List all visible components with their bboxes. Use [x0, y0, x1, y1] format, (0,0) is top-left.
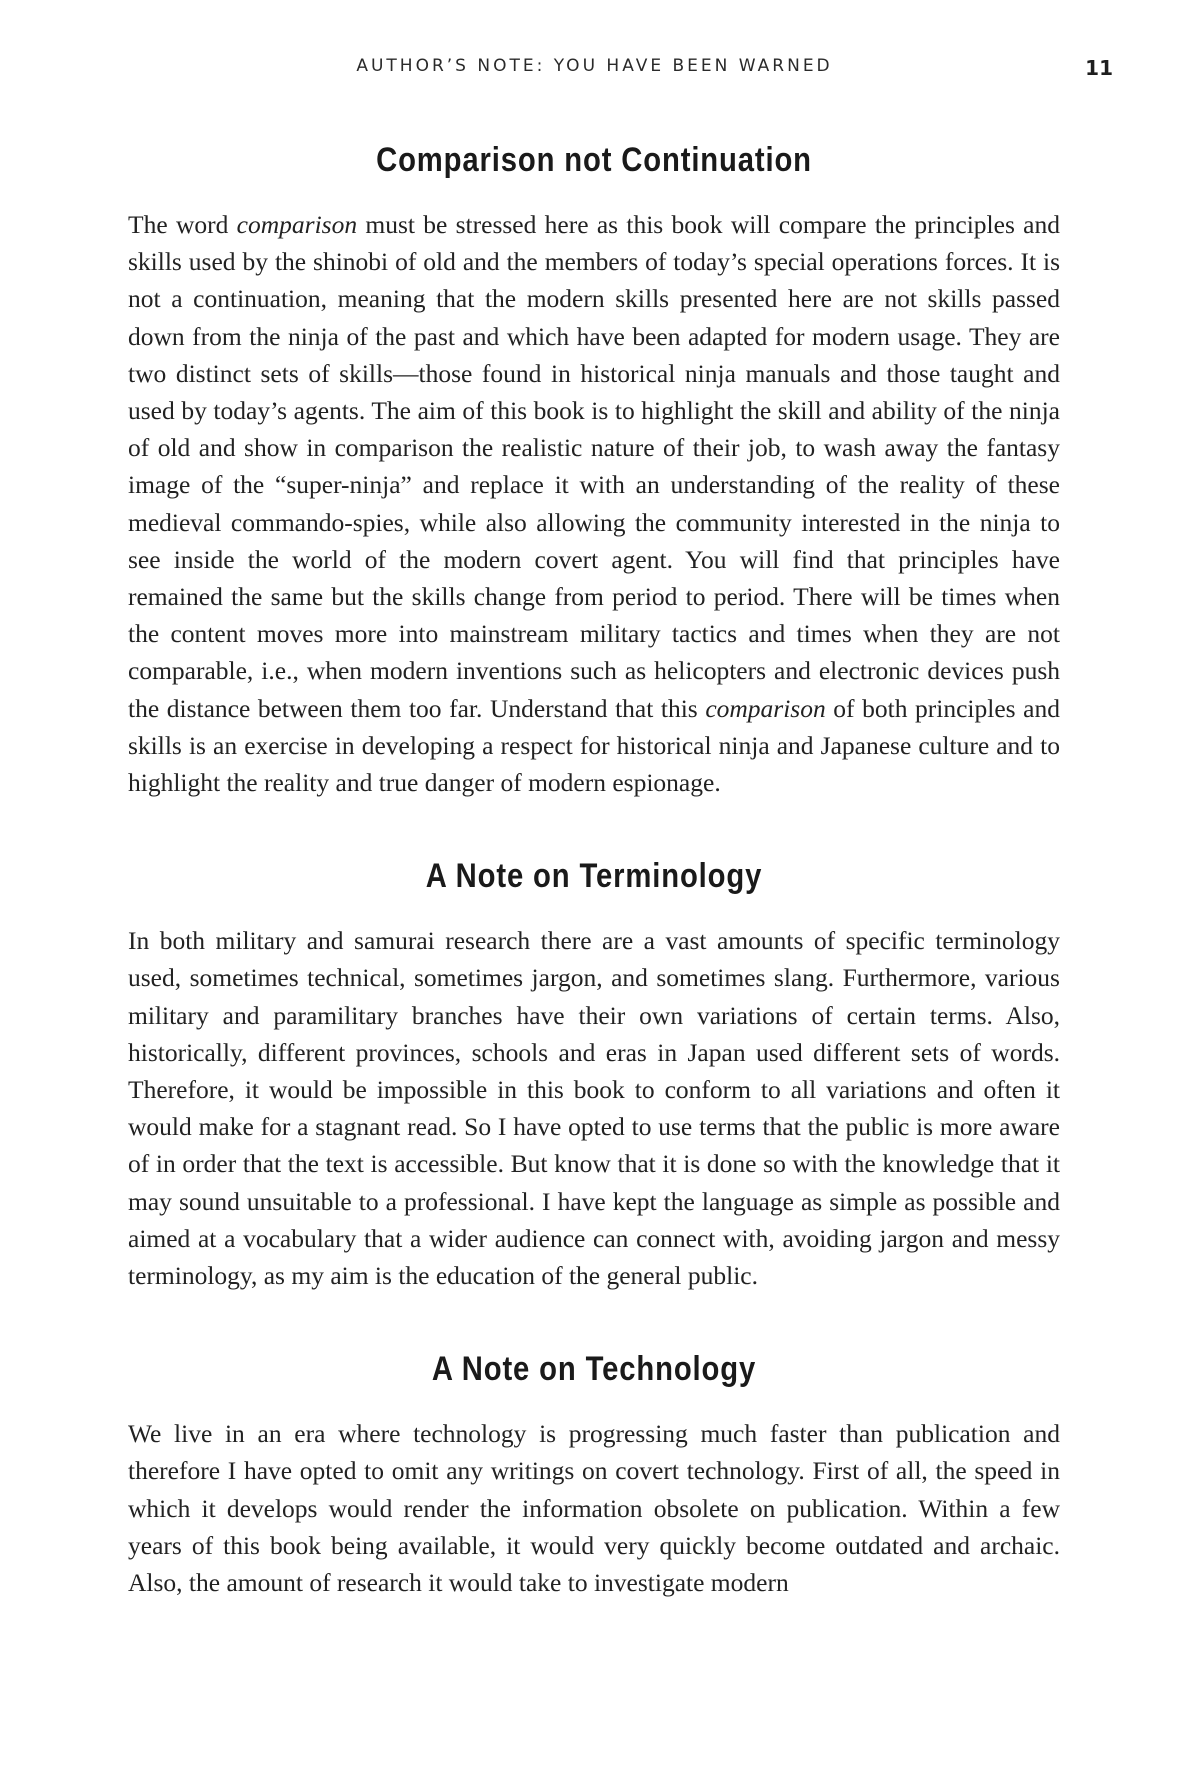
section-paragraph: We live in an era where technology is progressing much faster than publication and therefore I have opted to omit any writings on covert technology. First of all, the speed in which it develops would render the information obsolete on publication. Within a few years of this book being available, it would very quickly become outdated and archaic. Also, the amount of research it would take to investigate modern	[128, 1419, 1060, 1598]
paragraph-text: must be stressed here as this book will compare the principles and skills used by the shinobi of old and the members of today’s special operations forces. It is not a continuation, meaning that the modern skills presented here are not skills passed down from the ninja of the past and which have been adapted for modern usage. They are two distinct sets of skills—those found in historical ninja manuals and those taught and used by today’s agents. The aim of this book is to highlight the skill and ability of the ninja of old and show in comparison the realistic nature of their job, to wash away the fantasy image of the “super-ninja” and replace it with an understanding of the reality of these medieval commando-spies, while also allowing the community interested in the ninja to see inside the world of the modern covert agent. You will find that principles have remained the same but the skills change from period to period. There will be times when the content moves more into mainstream military tactics and times when they are not comparable, i.e., when modern inventions such as helicopters and electronic devices push the distance between them too far. Understand that this	[128, 210, 1060, 723]
section-comparison	[128, 140, 1060, 801]
page-number: 11	[1085, 56, 1113, 80]
paragraph-text: The word	[128, 210, 237, 239]
running-head: AUTHOR’S NOTE: YOU HAVE BEEN WARNED	[356, 56, 833, 76]
emphasis-text: comparison	[705, 693, 826, 723]
section-terminology	[128, 856, 1060, 1294]
section-technology	[128, 1349, 1060, 1601]
paragraph-text: of both principles and skills is an exercise in developing a respect for historical ninja and Japanese culture and to highlight the reality and true danger of modern espionage.	[128, 693, 1060, 798]
section-paragraph: In both military and samurai research there are a vast amounts of specific terminology used, sometimes technical, sometimes jargon, and sometimes slang. Furthermore, various military and paramilitary branches have their own variations of certain terms. Also, historically, different provinces, schools and eras in Japan used different sets of words. Therefore, it would be impossible in this book to conform to all variations and often it would make for a stagnant read. So I have opted to use terms that the public is more aware of in order that the text is accessible. But know that it is done so with the knowledge that it may sound unsuitable to a professional. I have kept the language as simple as possible and aimed at a vocabulary that a wider audience can connect with, avoiding jargon and messy terminology, as my aim is the education of the general public.	[128, 926, 1060, 1291]
section-heading: A Note on Technology	[431, 1350, 757, 1389]
section-paragraph	[128, 206, 1060, 801]
emphasis-text: comparison	[236, 210, 358, 239]
section-heading: Comparison not Continuation	[376, 141, 812, 179]
section-heading: A Note on Terminology	[425, 857, 763, 896]
page-body	[128, 140, 1060, 1601]
